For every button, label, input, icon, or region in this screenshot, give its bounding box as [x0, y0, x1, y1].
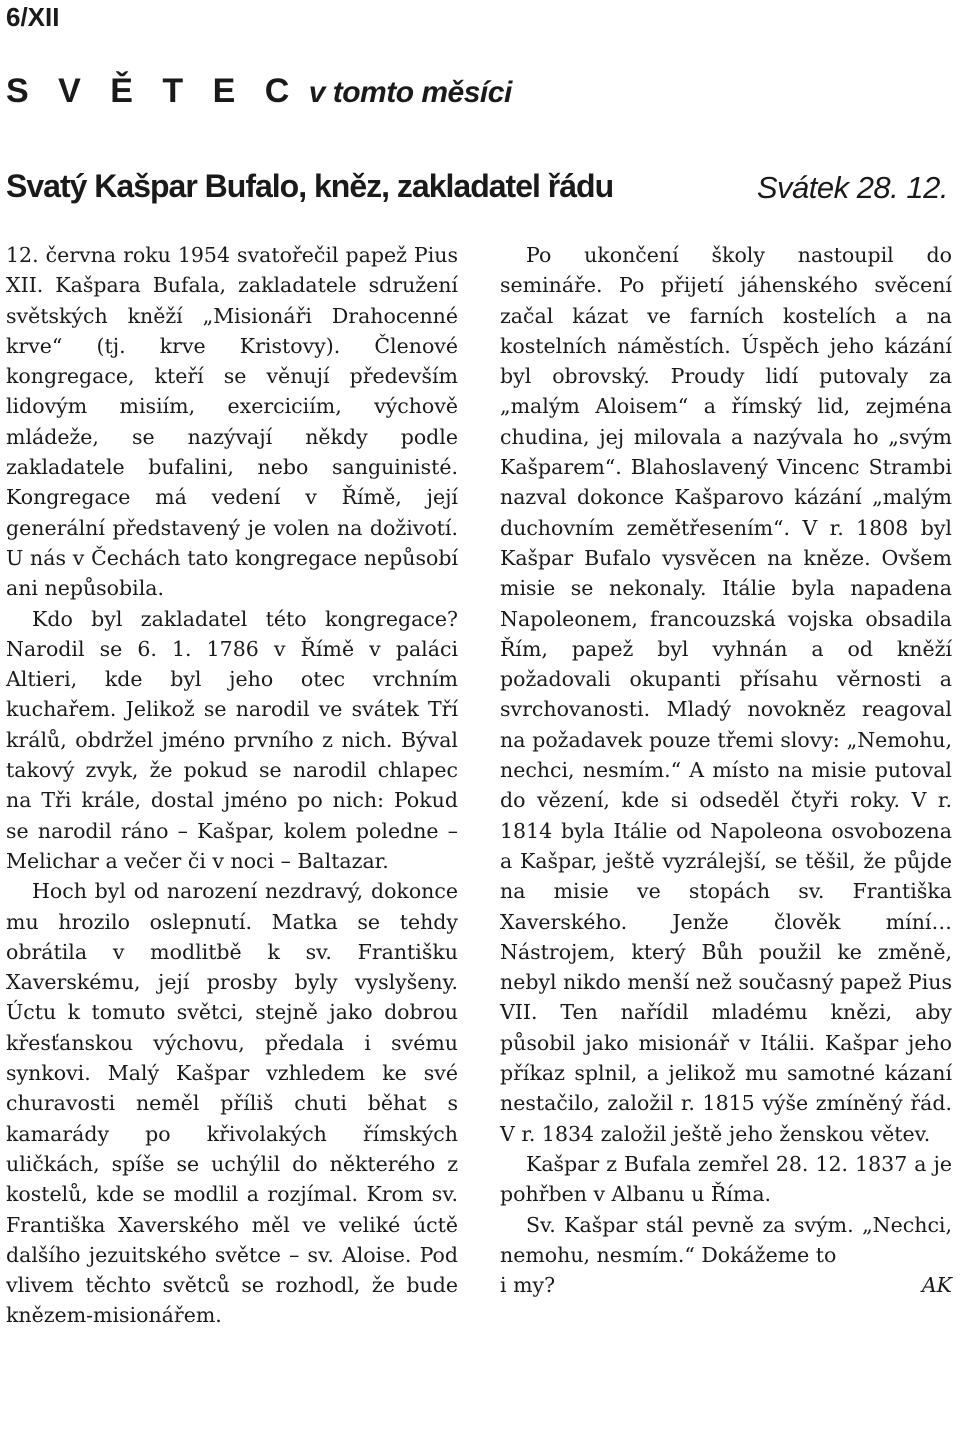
- paragraph: Hoch byl od narození nezdravý, dokonce mu hrozilo oslepnutí. Matka se tehdy obrátila v modlitbě k sv. Františku Xaverskému, její prosby byly vyslyšeny. Úctu k tomuto světci, stejně jako dobrou křesťanskou výchovu, předala i svému synkovi. Malý Kašpar vzhledem ke své churavosti neměl příliš chuti běhat s kamarády po křivolakých římských uličkách, spíše se uchýlil do některého z kostelů, kde se modlil a rozjímal. Krom sv. Františka Xaverského měl ve veliké úctě dalšího jezuitského světce – sv. Aloise. Pod vlivem těchto světců se rozhodl, že bude knězem-misionářem.: [6, 879, 458, 1328]
- paragraph: Sv. Kašpar stál pevně za svým. „Nechci, nemohu, nesmím.“ Dokážeme to: [500, 1212, 952, 1267]
- feast-date: Svátek 28. 12.: [756, 170, 948, 205]
- paragraph: Kašpar z Bufala zemřel 28. 12. 1837 a je pohřben v Albanu u Říma.: [500, 1151, 952, 1207]
- section-subtitle: v tomto měsíci: [308, 76, 512, 109]
- closing-text: i my?: [500, 1273, 556, 1298]
- section-heading: [6, 72, 512, 111]
- left-column: [6, 240, 458, 1331]
- paragraph: Po ukončení školy nastoupil do semináře. Po přijetí jáhenského svěcení začal kázat ve farních kostelích a na kostelních náměstích. Úspěch jeho kázání byl obrovský. Proudy lidí putovaly za „malým Aloisem“ a římský lid, zejména chudina, jej milovala a nazývala ho „svým Kašparem“. Blahoslavený Vincenc Strambi nazval dokonce Kašparovo kázání „malým duchovním zemětřesením“. V r. 1808 byl Kašpar Bufalo vysvěcen na kněze. Ovšem misie se nekonaly. Itálie byla napadena Napoleonem, francouzská vojska obsadila Řím, papež byl vyhnán a od kněží požadovali okupanti přísahu věrnosti a svrchovanosti. Mladý novokněz reagoval na požadavek pouze třemi slovy: „Nemohu, nechci, nesmím.“ A místo na misie putoval do vězení, kde si odseděl čtyři roky. V r. 1814 byla Itálie od Napoleona osvobozena a Kašpar, ještě vyzrálejší, se těšil, že půjde na misie ve stopách sv. Františka Xaverského. Jenže člověk míní… Nástrojem, který Bůh použil ke změně, nebyl nikdo menší než současný papež Pius VII. Ten nařídil mladému knězi, aby působil jako misionář v Itálii. Kašpar jeho příkaz splnil, a jelikož mu samotné kázaní nestačilo, založil r. 1815 výše zmíněný řád. V r. 1834 založil ještě jeho ženskou větev.: [500, 243, 952, 1146]
- paragraph: 12. června roku 1954 svatořečil papež Pius XII. Kašpara Bufala, zakladatele sdružení světských kněží „Misionáři Drahocenné krve“ (tj. krve Kristovy). Členové kongregace, kteří se věnují především lidovým misiím, exerciciím, výchově mládeže, se nazývají někdy podle zakladatele bufalini, nebo sanguinisté. Kongregace má vedení v Římě, její generální představený je volen na doživotí. U nás v Čechách tato kongregace nepůsobí ani nepůsobila.: [6, 243, 458, 601]
- section-title: S V Ě T E C: [6, 72, 300, 110]
- author-signature: AK: [921, 1273, 952, 1298]
- article-title: Svatý Kašpar Bufalo, kněz, zakladatel řádu: [6, 168, 614, 204]
- closing-line: [500, 1270, 952, 1300]
- paragraph: Kdo byl zakladatel této kongregace? Narodil se 6. 1. 1786 v Římě v paláci Altieri, kde byl jeho otec vrchním kuchařem. Jelikož se narodil ve svátek Tří králů, obdržel jméno prvního z nich. Býval takový zvyk, že pokud se narodil chlapec na Tři krále, dostal jméno po nich: Pokud se narodil ráno – Kašpar, kolem poledne – Melichar a večer či v noci – Baltazar.: [6, 606, 458, 873]
- right-column: [500, 240, 952, 1300]
- page-number: 6/XII: [6, 2, 60, 32]
